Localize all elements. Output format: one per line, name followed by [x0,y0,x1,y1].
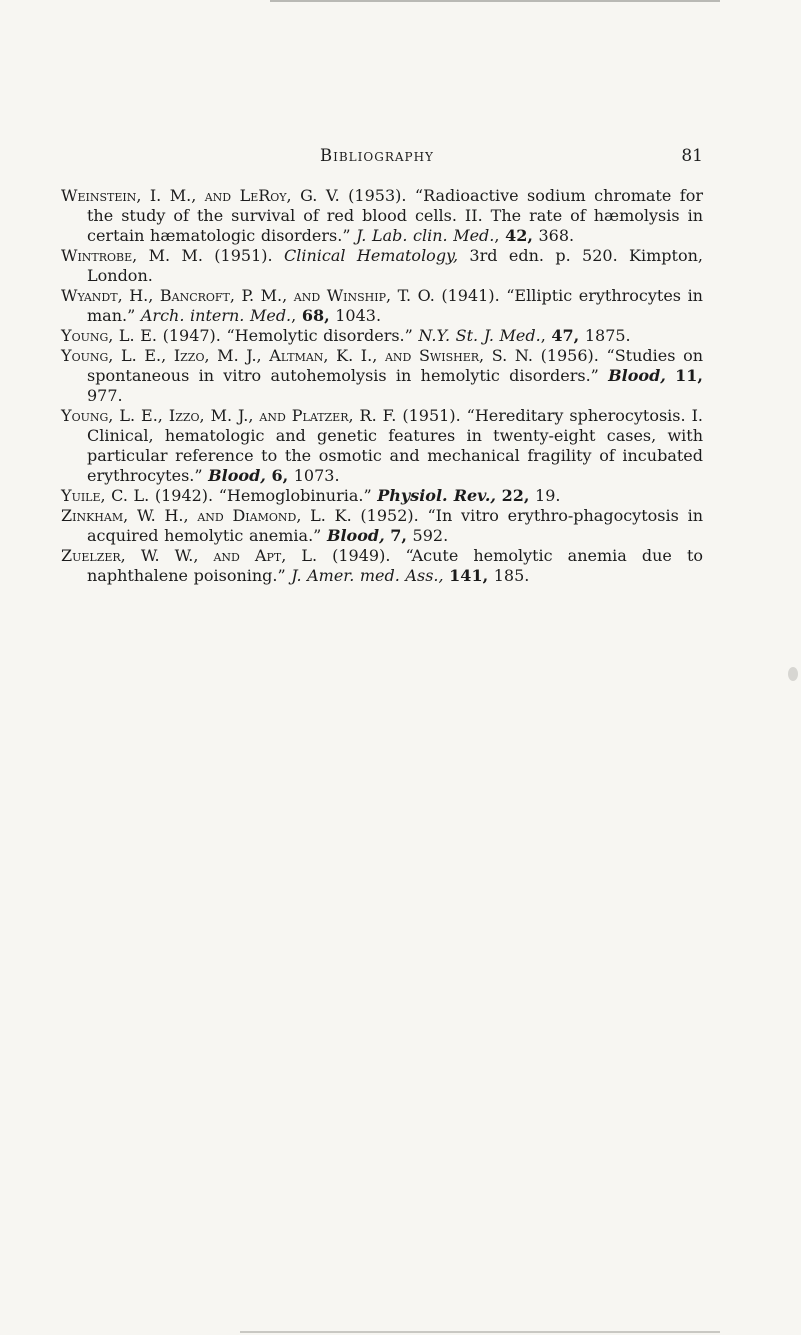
reference-journal: Blood, [208,466,266,485]
reference-authors: Weinstein, I. M., and LeRoy, G. V. [61,186,340,205]
reference-pages: 977. [87,386,123,405]
reference-authors: Wintrobe, M. M. [61,246,203,265]
reference-volume: 11, [675,366,703,385]
reference-authors: Young, L. E. [61,326,157,345]
reference-journal: Blood, [608,366,666,385]
reference-authors: Young, L. E., Izzo, M. J., and Platzer, R. F. [61,406,397,425]
reference-volume: 22, [501,486,530,505]
reference-volume: 6, [271,466,289,485]
reference-entry: Weinstein, I. M., and LeRoy, G. V. (1953). “Radioactive sodium chromate for the study of the survival of red blood cells. II. The rate of hæmolysis in certain hæmatologic disorders.” J. Lab. clin. Med., 42, 368. [61,186,703,245]
reference-pages: 592. [406,526,449,545]
reference-year: (1953). [339,186,415,205]
reference-volume: 42, [505,226,533,245]
reference-title: “Radioactive sodium chromate for the study of the survival of red blood cells. II. The rate of hæmolysis in certain hæmatologic disorders.” [87,186,703,245]
reference-authors: Young, L. E., Izzo, M. J., Altman, K. I., and Swisher, S. N. [61,346,533,365]
scan-edge-top [270,0,720,2]
reference-volume: 7, [390,526,407,545]
reference-authors: Zinkham, W. H., and Diamond, L. K. [61,506,352,525]
reference-volume: 68, [301,306,330,325]
running-head [61,142,703,170]
reference-year: (1951). [396,406,467,425]
reference-year: (1942). [149,486,219,505]
reference-title: “Elliptic erythrocytes in man.” [87,286,703,325]
reference-pages: 185. [488,566,530,585]
reference-year: (1949). [317,546,406,565]
reference-book-title: Clinical Hematology, [283,246,459,265]
reference-entry [61,486,703,506]
reference-title: “Acute hemolytic anemia due to naphthalene poisoning.” [87,546,703,585]
reference-entry: Wyandt, H., Bancroft, P. M., and Winship, T. O. (1941). “Elliptic erythrocytes in man.” Arch. intern. Med., 68, 1043. [61,286,703,325]
reference-journal: J. Amer. med. Ass., [291,566,444,585]
reference-year: (1941). [434,286,507,305]
reference-entry: Young, L. E. (1947). “Hemolytic disorders.” N.Y. St. J. Med., 47, 1875. [61,326,631,345]
reference-volume: 141, [449,566,489,585]
running-title: Bibliography [320,146,434,165]
reference-pages: 1073. [288,466,340,485]
scan-edge-bottom [240,1331,720,1333]
reference-volume: 47, [551,326,580,345]
reference-authors: Wyandt, H., Bancroft, P. M., and Winship, T. O. [61,286,435,305]
reference-year: (1947). [157,326,227,345]
book-page [61,142,703,586]
reference-entry [61,406,703,486]
reference-title: “Hereditary spherocytosis. I. Clinical, hematologic and genetic features in twenty-eight cases, with particular reference to the osmotic and mechanical fragility of incubated erythrocytes.” [87,406,703,485]
reference-list [61,186,703,586]
reference-title: “Studies on spontaneous in vitro autohemolysis in hemolytic disorders.” [87,346,704,385]
reference-journal: Arch. intern. Med. [140,306,292,325]
reference-year: (1956). [532,346,607,365]
reference-authors: Yuile, C. L. [61,486,150,505]
reference-entry [61,246,703,286]
reference-journal: Blood, [326,526,385,545]
reference-title: “Hemoglobinuria.” [218,486,378,505]
scan-speck [788,667,798,681]
reference-publisher: 3rd edn. p. 520. Kimpton, London. [87,246,703,285]
reference-pages: 19. [529,486,561,505]
reference-title: “In vitro erythro-phagocytosis in acquired hemolytic anemia.” [87,506,703,545]
reference-year: (1952). [351,506,428,525]
reference-entry [61,546,703,586]
reference-journal: J. Lab. clin. Med. [356,226,495,245]
reference-title: “Hemolytic disorders.” [226,326,419,345]
reference-authors: Zuelzer, W. W., and Apt, L. [61,546,318,565]
reference-journal: N.Y. St. J. Med. [418,326,541,345]
page-number: 81 [681,146,703,166]
reference-year: (1951). [202,246,284,265]
reference-pages: 1043. [329,306,382,325]
reference-entry [61,346,703,406]
reference-journal: Physiol. Rev., [377,486,496,505]
reference-entry [61,506,703,546]
reference-pages: 368. [532,226,575,245]
reference-pages: 1875. [579,326,631,345]
